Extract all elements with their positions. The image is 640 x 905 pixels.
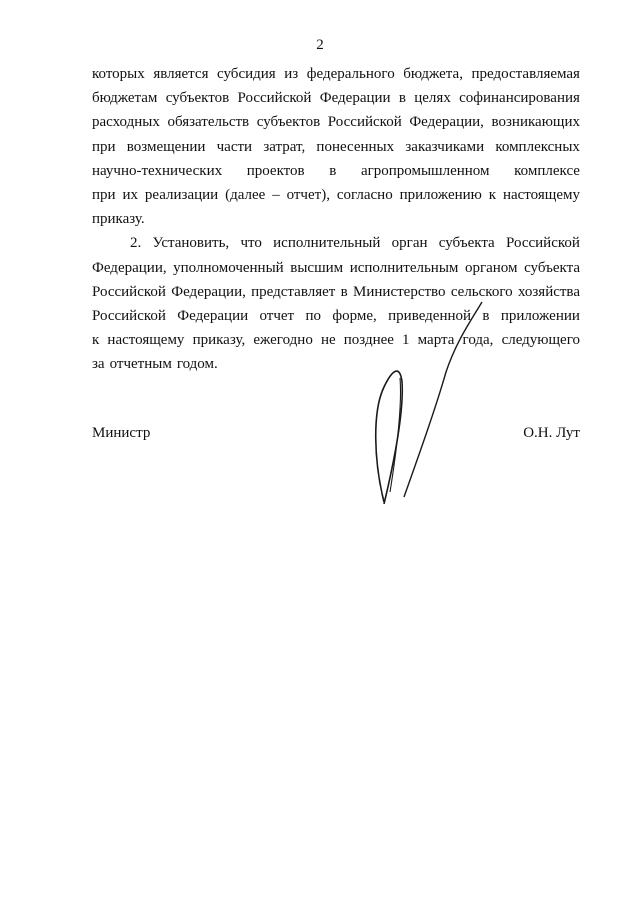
signatory-role: Министр <box>92 425 151 441</box>
paragraph-2 <box>92 231 580 376</box>
word: в <box>340 283 348 300</box>
word: приказу, <box>192 332 246 349</box>
word: ежегодно <box>253 332 313 349</box>
page-number: 2 <box>316 37 324 53</box>
word: части <box>216 138 253 155</box>
text-line <box>92 207 580 231</box>
word: приложении <box>500 307 580 324</box>
text-line <box>92 231 580 255</box>
word: исполнительный <box>273 235 381 252</box>
word: возникающих <box>491 114 580 131</box>
word: субъекта <box>524 259 580 276</box>
word: при <box>92 186 116 203</box>
word: научно-технических <box>92 162 223 179</box>
text-line <box>92 62 580 86</box>
word: субъектов <box>256 114 321 131</box>
word: обязательств <box>167 114 250 131</box>
word: не <box>320 332 336 349</box>
word: в <box>398 90 406 107</box>
word: форме, <box>332 307 377 324</box>
word: позднее <box>343 332 394 349</box>
word: в <box>329 162 337 179</box>
paragraph-1 <box>92 62 580 231</box>
word: проектов <box>246 162 305 179</box>
word: бюджета, <box>403 66 463 82</box>
word: Российской <box>506 235 580 252</box>
handwritten-signature <box>360 292 500 512</box>
word: года, <box>462 332 494 349</box>
word: что <box>240 235 262 252</box>
word: (далее <box>225 186 266 203</box>
word: отчетным <box>109 356 172 373</box>
word: 2. <box>130 235 142 252</box>
word: Федерации <box>319 90 391 107</box>
word: отчет), <box>286 186 330 203</box>
word: настоящему <box>502 186 580 203</box>
word: орган <box>391 235 428 252</box>
word: марта <box>417 332 455 349</box>
text-line <box>92 280 580 304</box>
word: Министерство <box>353 283 446 300</box>
word: субсидия <box>217 66 276 82</box>
word: является <box>153 66 209 82</box>
word: федерального <box>306 66 395 82</box>
word: предоставляемая <box>471 66 580 82</box>
word: сельского <box>450 283 513 300</box>
word: возмещении <box>126 138 206 155</box>
word: понесенных <box>316 138 395 155</box>
word: к <box>92 332 100 349</box>
word: субъекта <box>438 235 495 252</box>
word: в <box>482 307 490 324</box>
word: их <box>122 186 138 203</box>
word: хозяйства <box>517 283 580 300</box>
word: Российской <box>237 90 312 107</box>
word: отчет <box>259 307 295 324</box>
word: комплексе <box>514 162 580 179</box>
word: затрат, <box>263 138 306 155</box>
body-text <box>92 62 580 376</box>
text-line <box>92 328 580 352</box>
text-line <box>92 256 580 280</box>
word: к <box>488 186 497 203</box>
text-line <box>92 352 580 376</box>
word: реализации <box>144 186 219 203</box>
word: заказчиками <box>405 138 485 155</box>
word: уполномоченный <box>173 259 284 276</box>
word: бюджетам <box>92 90 158 107</box>
word: при <box>92 138 116 155</box>
text-line <box>92 183 580 207</box>
word: согласно <box>336 186 393 203</box>
word: Российской <box>92 307 166 324</box>
word: из <box>284 66 299 82</box>
word: годом. <box>176 356 218 373</box>
word: агропромышленном <box>360 162 490 179</box>
word: Федерации, <box>409 114 484 131</box>
word: следующего <box>501 332 580 349</box>
word: за <box>92 356 105 373</box>
word: Федерации, <box>171 283 246 300</box>
word: высшим <box>290 259 344 276</box>
word: – <box>272 186 280 203</box>
word: Установить, <box>152 235 230 252</box>
word: настоящему <box>107 332 185 349</box>
word: приведенной <box>388 307 472 324</box>
word: представляет <box>251 283 336 300</box>
text-line <box>92 86 580 110</box>
word: целях <box>414 90 451 107</box>
word: софинансирования <box>459 90 580 107</box>
word: Российской <box>327 114 402 131</box>
signatory-name: О.Н. Лут <box>523 425 580 441</box>
word: которых <box>92 66 145 82</box>
word: комплексных <box>495 138 580 155</box>
text-line <box>92 135 580 159</box>
word: субъектов <box>165 90 230 107</box>
word: по <box>305 307 322 324</box>
word: Федерации <box>177 307 249 324</box>
word: исполнительным <box>349 259 459 276</box>
word: 1 <box>402 332 410 349</box>
word: органом <box>464 259 518 276</box>
word: приказу. <box>92 211 145 228</box>
word: Российской <box>92 283 166 300</box>
text-line <box>92 159 580 183</box>
text-line <box>92 110 580 134</box>
word: приложению <box>399 186 482 203</box>
word: Федерации, <box>92 259 167 276</box>
word: расходных <box>92 114 160 131</box>
text-line <box>92 304 580 328</box>
